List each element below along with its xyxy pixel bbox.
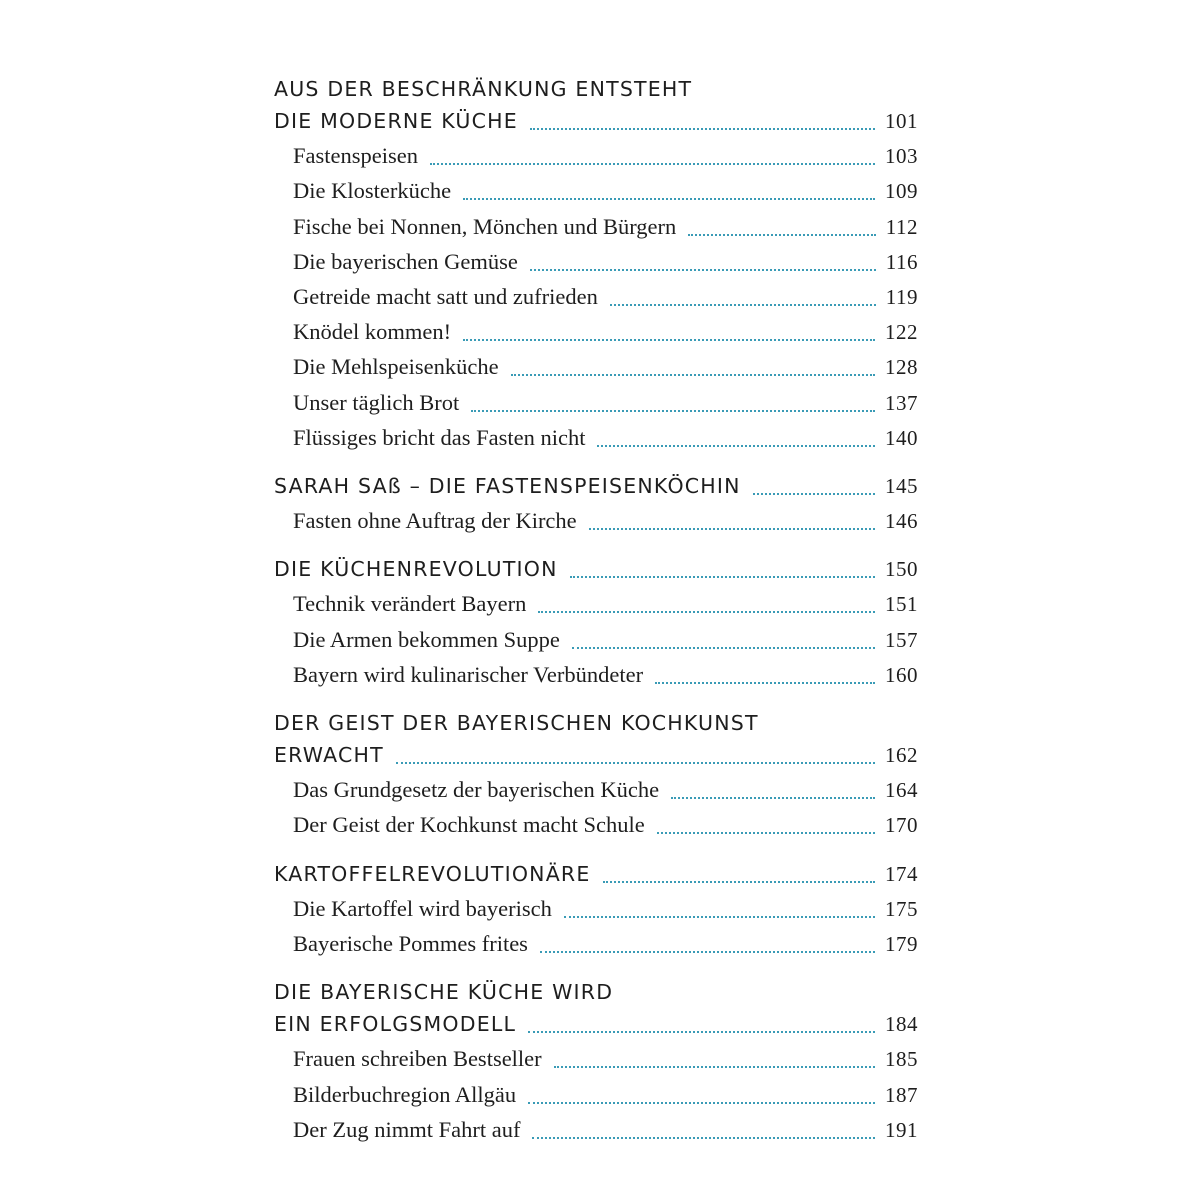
dot-leader [603,881,875,883]
page-number: 137 [885,390,918,415]
dot-leader [528,1031,875,1033]
section-entry[interactable] [274,1078,918,1113]
section-title: Fische bei Nonnen, Mönchen und Bürgern [293,213,677,239]
section-entry[interactable] [274,892,918,927]
section-title: Der Zug nimmt Fahrt auf [293,1116,521,1142]
toc-section [274,808,918,843]
chapter-title-line: DER GEIST DER BAYERISCHEN KOCHKUNST [274,711,759,735]
page-number: 109 [885,179,918,204]
toc-section [274,892,918,927]
page-number: 112 [885,214,918,239]
page-number: 157 [885,627,918,652]
chapter-title: KARTOFFELREVOLUTIONÄRE [274,861,591,886]
dot-leader [471,410,875,412]
section-title: Unser täglich Brot [293,389,460,415]
dot-leader [597,445,875,447]
section-title: Getreide macht satt und zufrieden [293,283,598,309]
dot-leader [655,682,875,684]
section-entry[interactable] [274,658,918,693]
page-number: 119 [885,284,918,309]
dot-leader [532,1137,875,1139]
section-title: Fasten ohne Auftrag der Kirche [293,508,577,534]
dot-leader [538,611,875,613]
dot-leader [688,234,876,236]
section-entry[interactable] [274,1042,918,1077]
dot-leader [396,762,875,764]
page-number: 145 [885,473,918,498]
section-entry[interactable] [274,623,918,658]
chapter-entry[interactable] [274,552,918,587]
chapter-title: DIE MODERNE KÜCHE [274,109,518,133]
dot-leader [564,916,875,918]
toc-chapter [274,72,918,139]
section-entry[interactable] [274,504,918,539]
page-number: 146 [885,509,918,534]
page-number: 150 [885,557,918,582]
page-number: 101 [885,109,918,133]
toc-section [274,1113,918,1148]
page-number: 184 [885,1012,918,1037]
page-number: 103 [885,144,918,169]
toc-chapter [274,469,918,504]
section-entry[interactable] [274,587,918,622]
section-entry[interactable] [274,245,918,280]
toc-section [274,210,918,245]
page-number: 179 [885,931,918,956]
toc-section [274,587,918,622]
section-title: Die Mehlspeisenküche [293,354,499,380]
chapter-title-line: DIE BAYERISCHE KÜCHE WIRD [274,980,614,1005]
dot-leader [610,304,876,306]
toc-section [274,280,918,315]
page-number: 140 [885,425,918,450]
section-entry[interactable] [274,808,918,843]
page-number: 170 [885,813,918,838]
toc-section [274,386,918,421]
section-entry[interactable] [274,139,918,174]
section-entry[interactable] [274,386,918,421]
dot-leader [528,1102,875,1104]
chapter-entry[interactable] [274,1007,918,1042]
chapter-title: ERWACHT [274,743,384,767]
section-entry[interactable] [274,350,918,385]
section-entry[interactable] [274,421,918,456]
page-number: 174 [885,861,918,886]
chapter-title: EIN ERFOLGSMODELL [274,1012,517,1037]
chapter-entry[interactable] [274,738,918,773]
section-title: Knödel kommen! [293,319,452,345]
section-title: Die Armen bekommen Suppe [293,626,560,652]
table-of-contents [274,72,918,1148]
dot-leader [589,528,875,530]
dot-leader [463,198,875,200]
toc-section [274,139,918,174]
page-number: 162 [885,743,918,767]
dot-leader [530,269,876,271]
toc-chapter [274,857,918,892]
toc-section [274,174,918,209]
section-entry[interactable] [274,280,918,315]
page-number: 122 [885,320,918,345]
section-entry[interactable] [274,174,918,209]
chapter-entry[interactable] [274,469,918,504]
toc-section [274,504,918,539]
section-entry[interactable] [274,927,918,962]
section-title: Flüssiges bricht das Fasten nicht [293,424,586,450]
chapter-title: SARAH SAß – DIE FASTENSPEISENKÖCHIN [274,473,741,498]
chapter-entry[interactable] [274,104,918,139]
toc-section [274,623,918,658]
section-entry[interactable] [274,210,918,245]
dot-leader [554,1066,875,1068]
toc-section [274,315,918,350]
toc-chapter [274,975,918,1042]
section-title: Frauen schreiben Bestseller [293,1046,542,1072]
dot-leader [430,163,875,165]
dot-leader [572,647,875,649]
toc-chapter [274,552,918,587]
dot-leader [753,493,875,495]
section-entry[interactable] [274,1113,918,1148]
section-title: Die Klosterküche [293,178,452,204]
chapter-entry[interactable] [274,857,918,892]
page-number: 187 [885,1082,918,1107]
dot-leader [657,832,875,834]
section-title: Fastenspeisen [293,143,418,169]
section-title: Bilderbuchregion Allgäu [293,1081,517,1107]
toc-section [274,350,918,385]
toc-section [274,658,918,693]
dot-leader [570,576,875,578]
page-number: 175 [885,896,918,921]
toc-section [274,1042,918,1077]
chapter-title-line: AUS DER BESCHRÄNKUNG ENTSTEHT [274,77,693,101]
section-entry[interactable] [274,315,918,350]
page-number: 164 [885,778,918,803]
section-title: Der Geist der Kochkunst macht Schule [293,812,645,838]
section-title: Bayern wird kulinarischer Verbündeter [293,661,644,687]
toc-section [274,773,918,808]
toc-chapter [274,706,918,773]
page-number: 151 [885,592,918,617]
dot-leader [511,374,875,376]
toc-section [274,245,918,280]
dot-leader [671,797,875,799]
dot-leader [463,339,875,341]
section-title: Die Kartoffel wird bayerisch [293,895,552,921]
toc-section [274,927,918,962]
section-title: Bayerische Pommes frites [293,930,528,956]
dot-leader [540,951,875,953]
page-number: 160 [885,662,918,687]
chapter-title: DIE KÜCHENREVOLUTION [274,557,558,582]
page-number: 128 [885,355,918,380]
toc-section [274,1078,918,1113]
page-number: 116 [885,249,918,274]
section-title: Technik verändert Bayern [293,591,527,617]
toc-section [274,421,918,456]
section-title: Das Grundgesetz der bayerischen Küche [293,777,660,803]
section-title: Die bayerischen Gemüse [293,248,518,274]
section-entry[interactable] [274,773,918,808]
dot-leader [530,128,875,130]
page-number: 185 [885,1047,918,1072]
page-number: 191 [885,1117,918,1142]
